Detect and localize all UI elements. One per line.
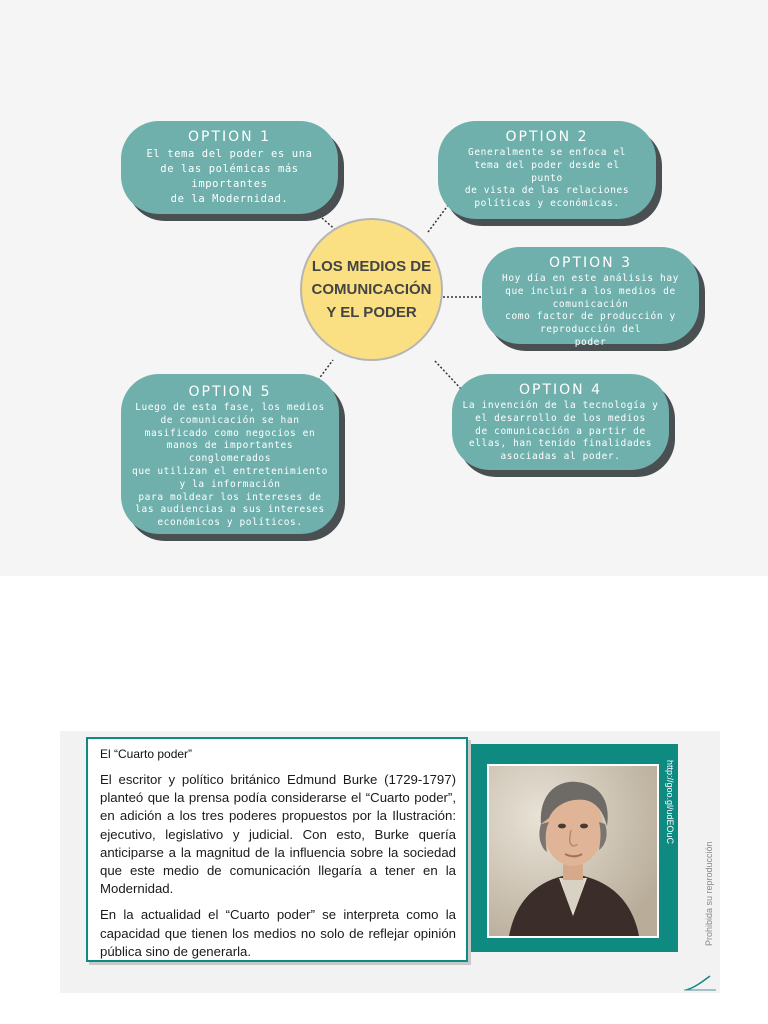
reproduction-notice: Prohibida su reproducción [704, 841, 714, 946]
center-topic-circle [300, 218, 443, 361]
infobox-paragraph-1: El escritor y político británico Edmund Burke (1729-1797) planteó que la prensa podía considerarse el “Cuarto poder”, en adición a los tres poderes propuestos por la Ilustración: ejecutivo, legislativo y judicial. Con esto, Burke quería anticiparse a la magnitud de la influencia sobre la sociedad que este medio de comunicación llegaría a tener en la Modernidad. [100, 772, 456, 897]
infobox-paragraph-2: En la actualidad el “Cuarto poder” se interpreta como la capacidad que tienen los medios no solo de reflejar opinión pública sino de generarla. [100, 907, 456, 959]
option-1-bubble [121, 121, 338, 214]
option-2-title: OPTION 2 [505, 129, 589, 145]
option-5-text: Luego de esta fase, los medios de comunicación se han masificado como negocios en manos de importantes conglomerados que utilizan el entretenimiento y la información para moldear los intereses de las audiencias a sus intereses económicos y políticos. [132, 402, 328, 529]
option-1-title: OPTION 1 [188, 129, 271, 145]
option-5-bubble [121, 374, 339, 534]
publisher-logo-icon [682, 974, 718, 992]
option-2-bubble [438, 121, 656, 219]
option-3-title: OPTION 3 [549, 255, 632, 271]
option-4-text: La invención de la tecnología y el desarrollo de los medios de comunicación a partir de ellas, han tenido finalidades asociadas al poder. [462, 400, 659, 463]
option-5-title: OPTION 5 [188, 384, 272, 400]
edmund-burke-portrait [487, 764, 659, 938]
portrait-illustration [489, 766, 657, 936]
infobox-heading: El “Cuarto poder” [100, 747, 193, 761]
cuarto-poder-box [86, 737, 468, 962]
center-topic-title: LOS MEDIOS DE COMUNICACIÓN Y EL PODER [311, 258, 432, 321]
connector-option-5 [318, 360, 333, 380]
option-2-text: Generalmente se enfoca el tema del poder desde el punto de vista de las relaciones políticas y económicas. [464, 147, 630, 210]
option-3-text: Hoy día en este análisis hay que incluir a los medios de comunicación como factor de producción y reproducción del poder [502, 273, 679, 348]
option-3-bubble [482, 247, 699, 348]
image-source-url: http://goo.gl/udEOuC [665, 760, 675, 845]
option-4-title: OPTION 4 [519, 382, 602, 398]
option-1-text: El tema del poder es una de las polémicas más importantes de la Modernidad. [146, 148, 313, 205]
option-4-bubble [452, 374, 669, 470]
